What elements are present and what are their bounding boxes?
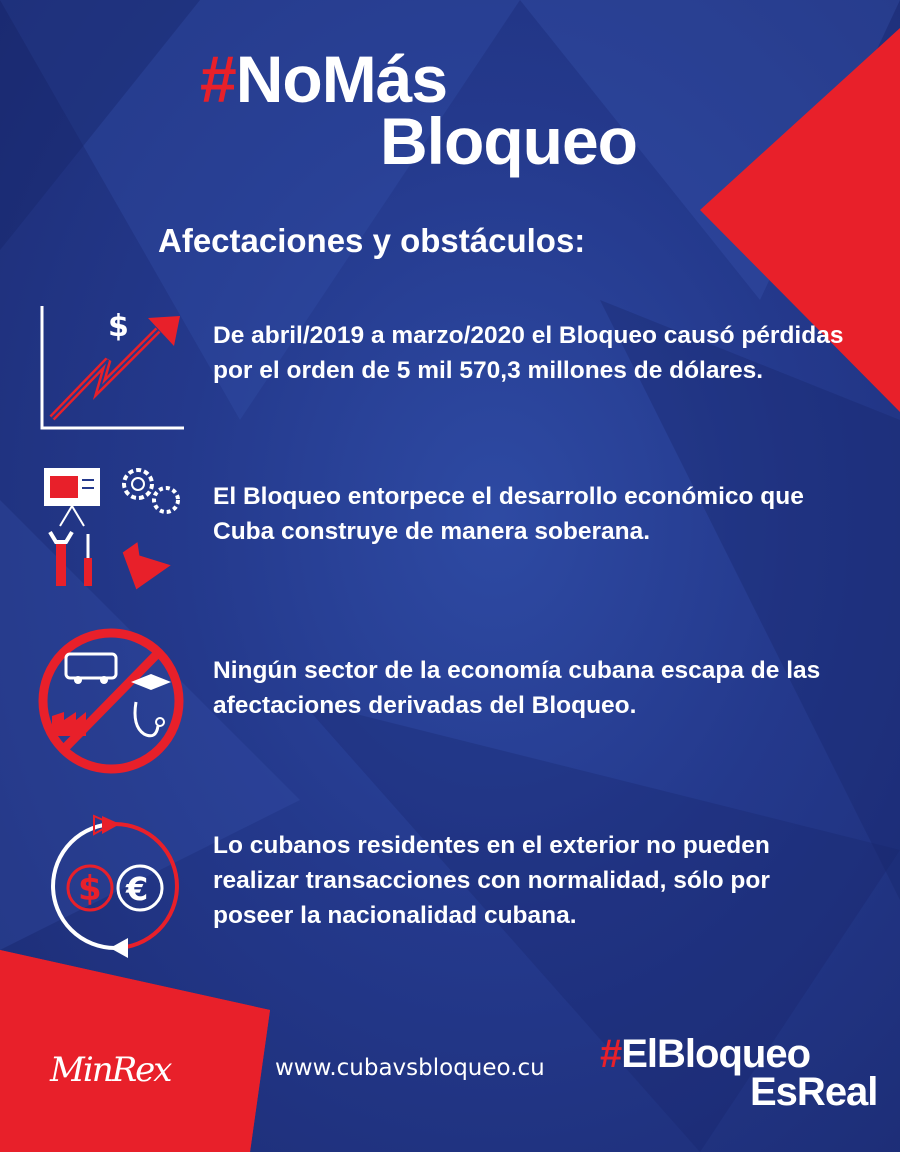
subtitle: Afectaciones y obstáculos:	[158, 222, 586, 259]
main-hashtag-title	[200, 42, 637, 178]
development-tools-icon	[40, 462, 190, 592]
footer-hash-symbol: #	[600, 1032, 622, 1076]
svg-text:$: $	[108, 309, 129, 344]
website-url[interactable]: www.cubavsbloqueo.cu	[275, 1055, 545, 1081]
title-line1: NoMás	[235, 42, 448, 116]
footer-hashtag-line1: ElBloqueo	[621, 1032, 811, 1076]
footer-hashtag-line2: EsReal	[750, 1070, 878, 1114]
item-1-text: De abril/2019 a marzo/2020 el Bloqueo causó pérdidas por el orden de 5 mil 570,3 millones de dólares.	[213, 322, 844, 384]
minrex-logo: MinRex	[50, 1050, 171, 1090]
hash-symbol: #	[200, 42, 236, 116]
item-4-text: Lo cubanos residentes en el exterior no pueden realizar transacciones con normalidad, sólo por poseer la nacionalidad cubana.	[213, 832, 770, 929]
currency-exchange-icon	[40, 812, 190, 972]
item-3-text: Ningún sector de la economía cubana escapa de las afectaciones derivadas del Bloqueo.	[213, 657, 821, 719]
footer-hashtag	[600, 1032, 878, 1114]
prohibited-sectors-icon	[36, 626, 186, 776]
title-line2: Bloqueo	[380, 104, 637, 178]
svg-text:$: $	[78, 869, 102, 909]
svg-text:€: €	[126, 870, 149, 908]
item-2-text: El Bloqueo entorpece el desarrollo económico que Cuba construye de manera soberana.	[213, 483, 804, 545]
rising-chart-dollar-icon	[38, 300, 188, 435]
